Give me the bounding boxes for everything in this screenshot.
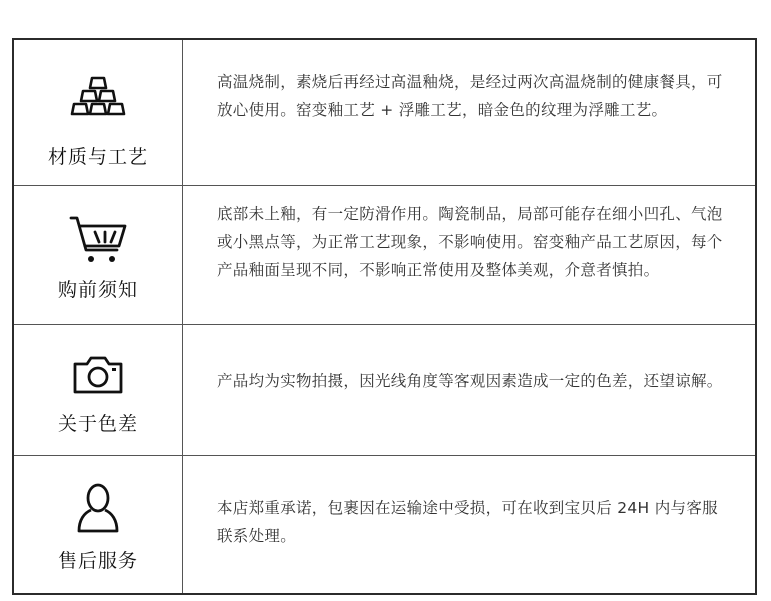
shopping-cart-icon [69,214,127,264]
info-table [12,38,757,595]
row-content [183,40,755,185]
user-icon [76,482,120,534]
row-label: 购前须知 [57,279,138,301]
table-row [14,456,755,593]
row-content [183,186,755,324]
row-label: 关于色差 [57,413,138,435]
row-text: 产品均为实物拍摄，因光线角度等客观因素造成一定的色差，还望谅解。 [217,372,723,390]
row-text: 高温烧制，素烧后再经过高温釉烧，是经过两次高温烧制的健康餐具，可放心使用。窑变釉工艺 + 浮雕工艺，暗金色的纹理为浮雕工艺。 [217,73,723,119]
row-label: 材质与工艺 [47,146,148,168]
table-row [14,325,755,456]
row-text: 底部未上釉，有一定防滑作用。陶瓷制品，局部可能存在细小凹孔、气泡或小黑点等，为正常工艺现象，不影响使用。窑变釉产品工艺原因，每个产品釉面呈现不同，不影响正常使用及整体美观，介意者慎拍。 [217,205,723,279]
row-content [183,325,755,455]
row-header [14,325,183,455]
table-row [14,186,755,325]
table-row [14,40,755,186]
row-header [14,456,183,593]
row-header [14,186,183,324]
row-label: 售后服务 [57,550,138,572]
gold-bars-icon [70,76,126,116]
row-text: 本店郑重承诺，包裹因在运输途中受损，可在收到宝贝后 24H 内与客服联系处理。 [217,499,718,545]
row-header [14,40,183,185]
row-content [183,456,755,593]
camera-icon [72,355,124,395]
